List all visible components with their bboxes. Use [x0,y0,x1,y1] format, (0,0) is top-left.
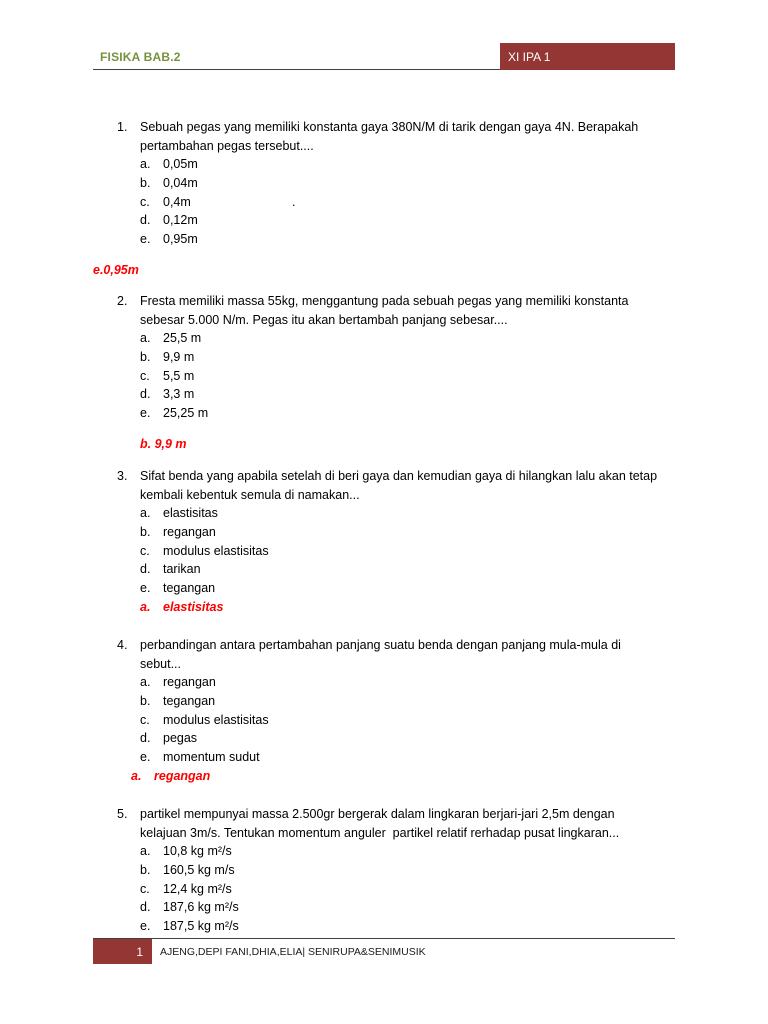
option-letter: b. [140,694,151,709]
option-letter: c. [140,543,150,558]
option-text: modulus elastisitas [163,712,269,727]
question-3 [117,467,737,617]
stray-mark: . [292,194,296,209]
option-letter: d. [140,213,151,228]
question-text: partikel mempunyai massa 2.500gr bergerak dalam lingkaran berjari-jari 2,5m dengan [140,807,615,821]
option-b [117,523,737,542]
question-number: 4. [117,638,128,652]
footer-divider [93,938,675,939]
option-letter: c. [140,194,150,209]
option-text: 187,5 kg m²/s [163,919,239,934]
option-letter: c. [140,712,150,727]
question-text: sebut... [140,656,181,671]
question-5 [117,805,737,936]
option-b [117,861,737,880]
question-stem-line [117,311,737,330]
option-letter: a. [140,506,151,521]
question-stem-line [117,805,737,824]
option-e [117,917,737,936]
option-text: 0,12m [163,213,198,228]
question-text: sebesar 5.000 N/m. Pegas itu akan bertambah panjang sebesar.... [140,312,508,327]
option-text: 0,05m [163,157,198,172]
option-letter: b. [140,863,151,878]
option-letter: c. [140,881,150,896]
option-text: 25,5 m [163,331,202,346]
question-number: 5. [117,807,128,821]
option-d [117,211,737,230]
option-letter: d. [140,900,151,915]
option-c [117,711,737,730]
option-b [117,174,737,193]
option-e [117,404,737,423]
option-text: 5,5 m [163,368,195,383]
answer-letter: a. [131,768,142,783]
option-d [117,385,737,404]
question-stem-line [117,655,737,674]
option-letter: e. [140,406,151,421]
question-number: 1. [117,120,128,134]
option-b [117,692,737,711]
option-letter: e. [140,232,151,247]
option-letter: d. [140,387,151,402]
option-a [117,504,737,523]
option-letter: c. [140,368,150,383]
answer-2: b. 9,9 m [140,437,187,451]
option-text: tegangan [163,694,216,709]
option-text: elastisitas [163,506,218,521]
option-text: regangan [163,525,216,540]
question-stem-line [117,118,737,137]
option-letter: b. [140,525,151,540]
option-text: 10,8 kg m²/s [163,844,232,859]
option-c [117,193,737,212]
option-letter: d. [140,731,151,746]
option-text: pegas [163,731,198,746]
option-text: tarikan [163,562,201,577]
question-text: pertambahan pegas tersebut.... [140,138,314,153]
question-text: Fresta memiliki massa 55kg, menggantung pada sebuah pegas yang memiliki konstanta [140,294,629,308]
answer-text: regangan [154,768,211,783]
option-letter: a. [140,844,151,859]
question-stem-line [117,467,737,486]
option-text: regangan [163,675,216,690]
option-letter: b. [140,350,151,365]
option-d [117,898,737,917]
option-d [117,560,737,579]
answer-3 [117,598,737,617]
option-letter: e. [140,919,151,934]
option-letter: e. [140,750,151,765]
option-b [117,348,737,367]
question-stem-line [117,137,737,156]
footer-authors: AJENG,DEPI FANI,DHIA,ELIA| SENIRUPA&SENIMUSIK [160,946,426,958]
page-number-box [93,939,152,964]
header-class-label: XI IPA 1 [508,50,551,64]
question-stem-line [117,486,737,505]
option-text: 3,3 m [163,387,195,402]
question-stem-line [117,292,737,311]
option-text: 0,95m [163,232,198,247]
question-text: kelajuan 3m/s. Tentukan momentum anguler partikel relatif rerhadap pusat lingkaran... [140,825,620,840]
option-letter: e. [140,581,151,596]
option-text: 160,5 kg m/s [163,863,235,878]
option-c [117,367,737,386]
option-letter: a. [140,675,151,690]
option-c [117,542,737,561]
option-text: 0,4m [163,194,191,209]
answer-4 [117,767,737,786]
option-a [117,329,737,348]
option-text: 12,4 kg m²/s [163,881,232,896]
option-letter: a. [140,331,151,346]
option-text: modulus elastisitas [163,543,269,558]
header-title: FISIKA BAB.2 [100,50,181,64]
option-a [117,673,737,692]
question-number: 2. [117,294,128,308]
question-stem-line [117,636,737,655]
question-stem-line [117,824,737,843]
option-letter: a. [140,157,151,172]
question-number: 3. [117,469,128,483]
option-a [117,155,737,174]
question-text: perbandingan antara pertambahan panjang suatu benda dengan panjang mula-mula di [140,638,621,652]
question-text: Sifat benda yang apabila setelah di beri gaya dan kemudian gaya di hilangkan lalu akan tetap [140,469,658,483]
option-text: 25,25 m [163,406,209,421]
option-c [117,880,737,899]
question-text: kembali kebentuk semula di namakan... [140,487,360,502]
question-4 [117,636,737,786]
answer-letter: a. [140,599,151,614]
question-text: Sebuah pegas yang memiliki konstanta gaya 380N/M di tarik dengan gaya 4N. Berapakah [140,120,639,134]
option-letter: d. [140,562,151,577]
option-text: 187,6 kg m²/s [163,900,239,915]
option-e [117,748,737,767]
question-2 [117,292,737,423]
answer-1: e.0,95m [93,263,139,277]
option-text: 9,9 m [163,350,195,365]
question-1 [117,118,737,249]
option-text: tegangan [163,581,216,596]
header-class-box [500,43,675,70]
option-letter: b. [140,176,151,191]
option-d [117,729,737,748]
option-a [117,842,737,861]
answer-text: elastisitas [163,599,224,614]
option-e [117,579,737,598]
option-text: 0,04m [163,176,198,191]
option-text: momentum sudut [163,750,260,765]
option-e [117,230,737,249]
page-number: 1 [136,945,143,959]
